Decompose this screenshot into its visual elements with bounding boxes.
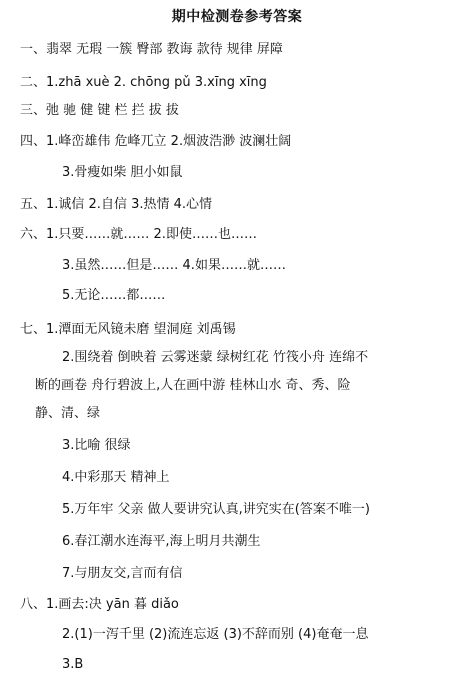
answer-line-section-7-q6: 6.春江潮水连海平,海上明月共潮生 — [62, 534, 261, 549]
answer-line-section-5: 五、1.诚信 2.自信 3.热情 4.心情 — [20, 197, 213, 212]
answer-line-section-3: 三、弛 驰 健 键 栏 拦 拔 拔 — [20, 103, 179, 118]
answer-line-section-4-cont: 3.骨瘦如柴 胆小如鼠 — [62, 165, 183, 180]
answer-line-section-8-q2: 2.(1)一泻千里 (2)流连忘返 (3)不辞而别 (4)奄奄一息 — [62, 627, 369, 642]
answer-line-section-6-b: 3.虽然……但是…… 4.如果……就…… — [62, 258, 286, 273]
answer-line-section-4: 四、1.峰峦雄伟 危峰兀立 2.烟波浩渺 波澜壮阔 — [20, 134, 292, 149]
answer-line-section-8: 八、1.画去:决 yān 暮 diǎo — [20, 597, 179, 612]
answer-line-section-7-q2-b: 断的画卷 舟行碧波上,人在画中游 桂林山水 奇、秀、险 — [35, 378, 351, 393]
answer-line-section-7-q2-c: 静、清、绿 — [35, 406, 101, 421]
answer-line-section-7-q5: 5.万年牢 父亲 做人要讲究认真,讲究实在(答案不唯一) — [62, 502, 370, 517]
answer-line-section-8-q3: 3.B — [62, 657, 84, 672]
answer-line-section-7-q4: 4.中彩那天 精神上 — [62, 470, 170, 485]
answer-line-section-7-q2: 2.围绕着 倒映着 云雾迷蒙 绿树红花 竹筏小舟 连绵不 — [62, 350, 369, 365]
answer-line-section-6: 六、1.只要……就…… 2.即使……也…… — [20, 227, 257, 242]
page-title: 期中检测卷参考答案 — [171, 9, 303, 25]
answer-line-section-1: 一、翡翠 无瑕 一簇 臀部 教诲 款待 规律 屏障 — [20, 42, 283, 57]
answer-line-section-2: 二、1.zhā xuè 2. chōng pǔ 3.xīng xīng — [20, 75, 267, 90]
answer-line-section-6-c: 5.无论……都…… — [62, 288, 166, 303]
answer-line-section-7-q3: 3.比喻 很绿 — [62, 438, 131, 453]
answer-line-section-7: 七、1.潭面无风镜未磨 望洞庭 刘禹锡 — [20, 322, 236, 337]
answer-line-section-7-q7: 7.与朋友交,言而有信 — [62, 566, 183, 581]
